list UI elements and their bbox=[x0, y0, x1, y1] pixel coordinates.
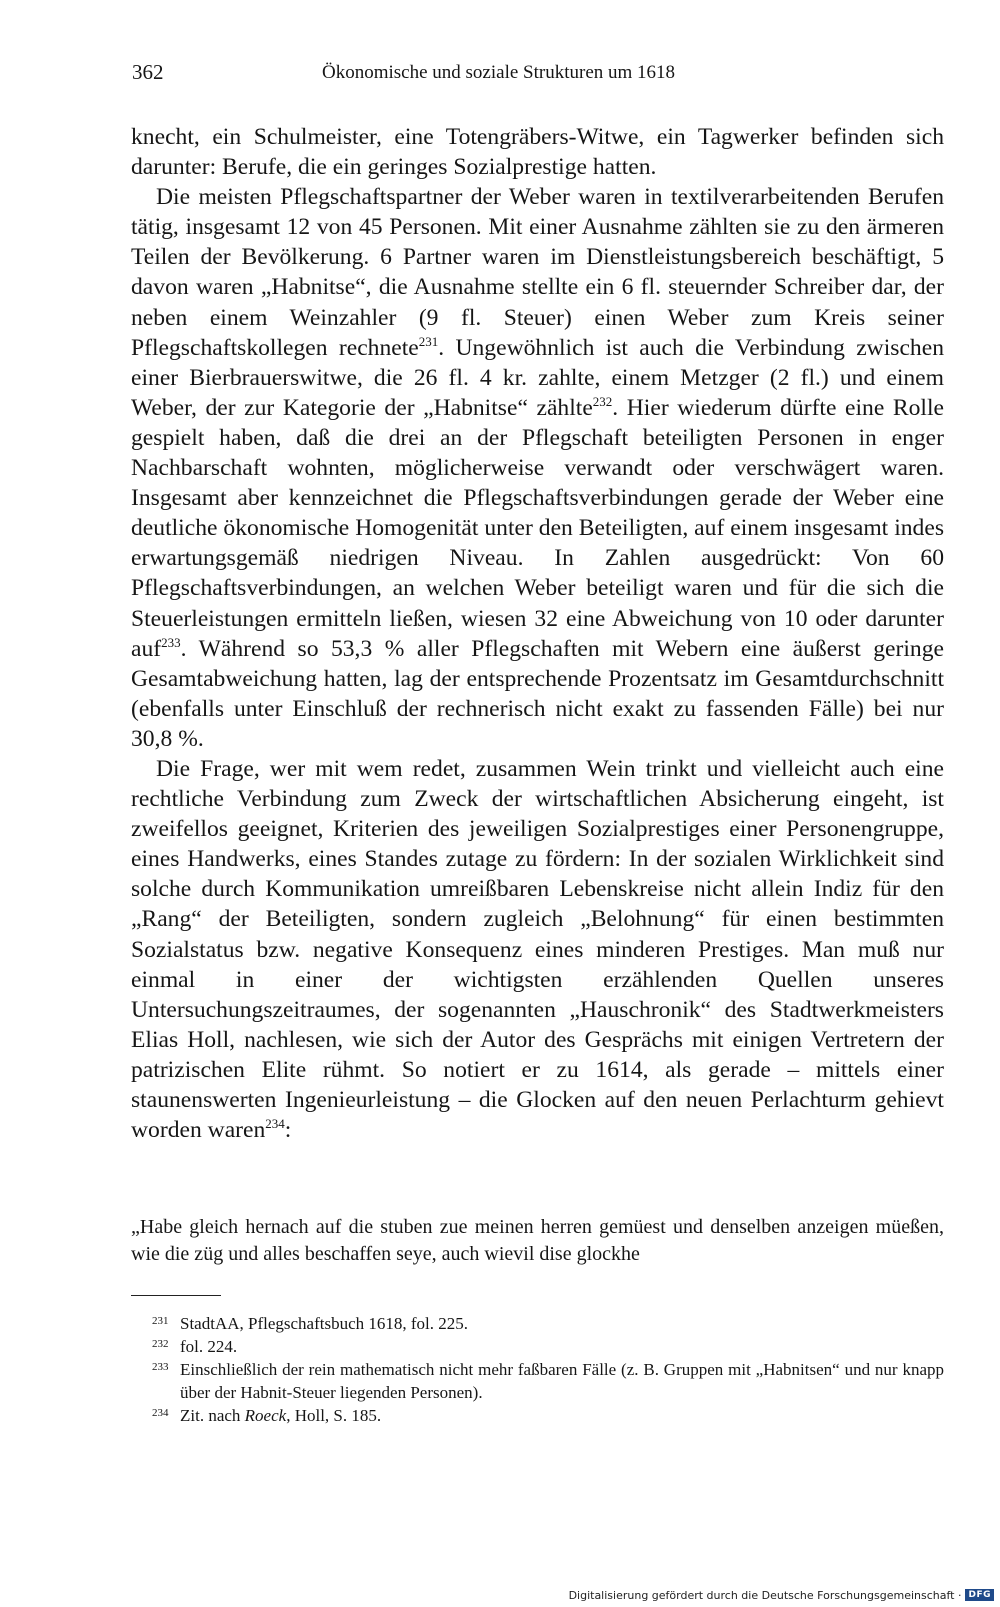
paragraph-3-part-b: : bbox=[284, 1117, 292, 1144]
footnote-ref-231[interactable]: 231 bbox=[418, 333, 439, 349]
paragraph-2-part-d: . Während so 53,3 % aller Pflegschaften mit Webern eine äußerst geringe Gesamtabweichung hatten, lag der entsprechende Prozentsatz im Gesamtdurchschnitt (ebenfalls unter Einschluß der rechnerisch nicht exakt zu fassenden Fälle) bei nur 30,8 %. bbox=[131, 635, 944, 752]
footnote-ref-234[interactable]: 234 bbox=[265, 1116, 285, 1132]
digitization-credit bbox=[569, 1587, 994, 1603]
body-text bbox=[131, 122, 944, 1145]
footnote-number: 234 bbox=[152, 1407, 169, 1419]
footnote-text-post: , Holl, S. 185. bbox=[286, 1406, 382, 1425]
paragraph-2 bbox=[131, 182, 944, 754]
footnote-text-pre: Zit. nach bbox=[180, 1406, 245, 1425]
paragraph-2-part-c: . Hier wiederum dürfte eine Rolle gespielt haben, daß die drei an der Pflegschaft beteiligten Personen in enger Nachbarschaft wohnten, möglicherweise verwandt oder verschwägert waren. Insgesamt aber kennzeichnet die Pflegschaftsverbindungen gerade der Weber eine deutliche ökonomische Homogenität unter den Beteiligten, auf einem insgesamt indes erwartungsgemäß niedrigen Niveau. In Zahlen ausgedrückt: Von 60 Pflegschaftsverbindungen, an welchen Weber beteiligt waren und für die sich die Steuerleistungen ermitteln ließen, wiesen 32 eine Abweichung von 10 oder darunter auf bbox=[131, 394, 944, 662]
footnote-number: 232 bbox=[152, 1338, 169, 1350]
footnote-number: 233 bbox=[152, 1361, 169, 1373]
footnote-ref-233[interactable]: 233 bbox=[161, 634, 181, 650]
block-quote: „Habe gleich hernach auf die stuben zue meinen herren gemüest und denselben anzeigen müeßen, wie die züg und alles beschaffen seye, auch wievil dise glockhe bbox=[131, 1216, 944, 1265]
footnote-ref-232[interactable]: 232 bbox=[592, 393, 613, 409]
footnote-232 bbox=[131, 1335, 944, 1358]
footnotes bbox=[131, 1312, 944, 1427]
page-number: 362 bbox=[132, 60, 164, 84]
paragraph-3-part-a: Die Frage, wer mit wem redet, zusammen Wein trinkt und vielleicht auch eine rechtliche Verbindung zum Zweck der wirtschaftlichen Absicherung eingeht, ist zweifellos geeignet, Kriterien des jeweiligen Sozialprestiges einer Personengruppe, eines Handwerks, eines Standes zutage zu fördern: In der sozialen Wirklichkeit sind solche durch Kommunikation umreißbaren Lebenskreise nicht allein Indiz für den „Rang“ der Beteiligten, sondern zugleich „Belohnung“ für einen bestimmten Sozialstatus bzw. negative Konsequenz eines minderen Prestiges. Man muß nur einmal in einer der wichtigsten erzählenden Quellen unseres Untersuchungszeitraumes, der sogenannten „Hauschronik“ des Stadtwerkmeisters Elias Holl, nachlesen, wie sich der Autor des Gesprächs mit einigen Vertretern der patrizischen Elite rühmt. So notiert er zu 1614, als gerade – mittels einer staunenswerten Ingenieurleistung – die Glocken auf den neuen Perlachturm gehievt worden waren bbox=[131, 755, 944, 1144]
footnote-233 bbox=[131, 1358, 944, 1404]
running-header bbox=[132, 60, 872, 90]
paragraph-1: knecht, ein Schulmeister, eine Totengräbers-Witwe, ein Tagwerker befinden sich darunter: Berufe, die ein geringes Sozialprestige hatten. bbox=[131, 124, 944, 181]
footnote-separator bbox=[131, 1295, 221, 1296]
dfg-logo: DFG bbox=[965, 1589, 994, 1601]
footnote-text: fol. 224. bbox=[180, 1337, 238, 1356]
credit-text: Digitalisierung gefördert durch die Deutsche Forschungsgemeinschaft · bbox=[568, 1588, 962, 1602]
footnote-234 bbox=[131, 1404, 944, 1427]
running-title: Ökonomische und soziale Strukturen um 1618 bbox=[322, 62, 676, 83]
paragraph-2-part-a: Die meisten Pflegschaftspartner der Weber waren in textilverarbeitenden Berufen tätig, insgesamt 12 von 45 Personen. Mit einer Ausnahme zählten sie zu den ärmeren Teilen der Bevölkerung. 6 Partner waren im Dienstleistungsbereich beschäftigt, 5 davon waren „Habnitse“, die Ausnahme stellte ein 6 fl. steuernder Schreiber dar, der neben einem Weinzahler (9 fl. Steuer) einen Weber zum Kreis seiner Pflegschaftskollegen rechnete bbox=[131, 184, 944, 361]
paragraph-3 bbox=[131, 754, 944, 1145]
footnote-text: Einschließlich der rein mathematisch nicht mehr faßbaren Fälle (z. B. Gruppen mit „Habnitsen“ und nur knapp über der Habnit-Steuer liegenden Personen). bbox=[180, 1360, 944, 1402]
footnote-author: Roeck bbox=[244, 1406, 287, 1425]
paragraph-2-part-b: . Ungewöhnlich ist auch die Verbindung zwischen einer Bierbrauerswitwe, die 26 fl. 4 kr. zahlte, einem Metzger (2 fl.) und einem Weber, der zur Kategorie der „Habnitse“ zählte bbox=[131, 334, 944, 421]
footnote-number: 231 bbox=[152, 1315, 169, 1327]
footnote-231 bbox=[131, 1312, 944, 1335]
footnote-text: StadtAA, Pflegschaftsbuch 1618, fol. 225. bbox=[180, 1314, 469, 1333]
footnote-text bbox=[152, 1404, 944, 1427]
